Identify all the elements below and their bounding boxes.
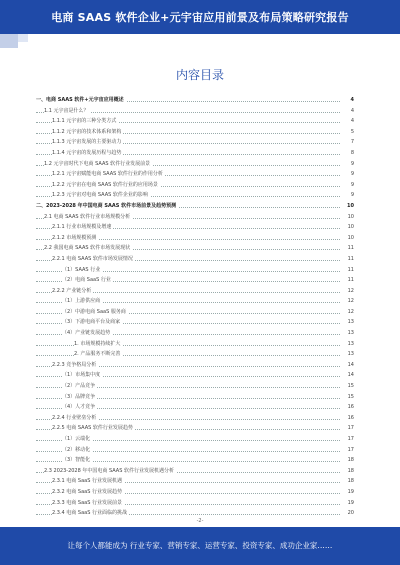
toc-entry[interactable] [36, 392, 354, 403]
toc-entry-page: 10 [346, 212, 354, 223]
toc-entry-page: 13 [346, 339, 354, 350]
toc-entry-page: 10 [346, 222, 354, 233]
toc-entry[interactable] [36, 180, 354, 191]
toc-entry-text: 1.2.1 元宇宙赋能电商 SAAS 软件行业的作用分析 [52, 171, 163, 178]
toc-entry-page: 12 [346, 296, 354, 307]
toc-entry-text: （2）中游电商 SaaS 服务商 [62, 308, 126, 315]
toc-entry-text: 2.3.1 电商 SaaS 行业发展机遇 [52, 478, 122, 485]
toc-entry-text: 2.1 电商 SAAS 软件行业市场规模分析 [44, 213, 131, 220]
toc-entry-page: 19 [346, 487, 354, 498]
toc-entry-text: 2.3 2023-2028 年中国电商 SAAS 软件行业发展机遇分析 [44, 467, 174, 474]
toc-entry-text: 二、2023-2028 年中国电商 SAAS 软件市场前景及趋势预测 [36, 202, 177, 209]
toc-entry-text: 2.2.2 产业链分析 [52, 287, 92, 294]
toc-entry-page: 20 [346, 508, 354, 519]
toc-entry[interactable] [36, 254, 354, 265]
toc-entry[interactable] [36, 212, 354, 223]
toc-entry-page: 17 [346, 434, 354, 445]
toc-entry-text: 2.3.3 电商 SaaS 行业发展前景 [52, 499, 122, 506]
footer-slogan: 让每个人都能成为 行业专家、营销专家、运营专家、投资专家、成功企业家…… [67, 541, 333, 550]
toc-entry-text: （3）智能化 [62, 457, 91, 464]
toc-entry[interactable] [36, 413, 354, 424]
toc-entry-text: 2.3.4 电商 SaaS 行业面临的挑战 [52, 510, 127, 517]
toc-entry[interactable] [36, 349, 354, 360]
toc-entry-page: 10 [345, 201, 354, 212]
toc-entry[interactable] [36, 455, 354, 466]
toc-entry-page: 11 [346, 265, 354, 276]
toc-entry-text: 2.3.2 电商 SaaS 行业发展趋势 [52, 488, 122, 495]
toc-entry-text: 1.1.2 元宇宙的技术体系和架构 [52, 128, 122, 135]
toc-entry-text: 2.2.3 竞争格局分析 [52, 361, 97, 368]
toc-entry-text: （1）SAAS 行业 [62, 266, 101, 273]
toc-entry[interactable] [36, 159, 354, 170]
toc-entry-text: （2）电商 SaaS 行业 [62, 277, 111, 284]
toc-entry-page: 18 [346, 466, 354, 477]
toc-entry[interactable] [36, 243, 354, 254]
toc-entry-page: 12 [346, 307, 354, 318]
toc-entry-text: 2.2 我国电商 SAAS 软件市场发展现状 [44, 245, 131, 252]
toc-entry-page: 10 [346, 233, 354, 244]
toc-entry[interactable] [36, 95, 354, 106]
toc-entry-page: 18 [346, 476, 354, 487]
toc-entry-text: 2.2.1 电商 SAAS 软件市场发展情况 [52, 255, 133, 262]
toc-entry-text: 1.2.2 元宇宙在电商 SAAS 软件行业的应用场景 [52, 181, 158, 188]
toc-entry[interactable] [36, 402, 354, 413]
toc-entry-text: （3）品牌竞争 [62, 393, 96, 400]
toc-entry-page: 15 [346, 392, 354, 403]
toc-entry[interactable] [36, 498, 354, 509]
toc-entry-page: 11 [346, 275, 354, 286]
toc-entry-text: （3）下游电商平台及商家 [62, 319, 121, 326]
toc-entry[interactable] [36, 169, 354, 180]
toc-entry[interactable] [36, 328, 354, 339]
toc-entry-page: 9 [349, 159, 354, 170]
toc-entry-text: 1.1 元宇宙是什么？ [44, 107, 89, 114]
toc-entry-text: 2.1.2 市场规模预测 [52, 234, 97, 241]
toc-entry-text: （4）产业链发展趋势 [62, 330, 111, 337]
toc-entry-page: 4 [349, 95, 354, 106]
toc-entry[interactable] [36, 423, 354, 434]
toc-entry-page: 11 [346, 243, 354, 254]
toc-entry-page: 13 [346, 349, 354, 360]
toc-entry-text: （4）人才竞争 [62, 404, 96, 411]
toc-entry[interactable] [36, 445, 354, 456]
toc-entry[interactable] [36, 339, 354, 350]
toc-entry[interactable] [36, 116, 354, 127]
toc-entry-page: 4 [349, 106, 354, 117]
toc-entry-text: 1.1.1 元宇宙的三种分类方式 [52, 118, 117, 125]
toc-entry-text: 2.1.1 行业市场规模及增速 [52, 224, 112, 231]
toc-entry-text: （1）上游供应商 [62, 298, 101, 305]
toc-entry[interactable] [36, 233, 354, 244]
toc-entry-page: 17 [346, 423, 354, 434]
toc-entry-text: （2）移动化 [62, 446, 91, 453]
toc-entry[interactable] [36, 201, 354, 212]
toc-entry[interactable] [36, 434, 354, 445]
toc-entry-page: 14 [346, 360, 354, 371]
toc-entry-page: 9 [349, 169, 354, 180]
toc-entry-text: （1）云端化 [62, 436, 91, 442]
toc-entry-page: 13 [346, 317, 354, 328]
header-bar [0, 0, 400, 34]
toc-entry-page: 15 [346, 381, 354, 392]
toc-entry-text: 1.1.4 元宇宙的发展历程与趋势 [52, 149, 122, 156]
toc-entry[interactable] [36, 487, 354, 498]
toc-entry-text: 1.2.3 元宇宙对电商 SAAS 软件企业的影响 [52, 192, 148, 199]
toc-entry-text: 一、电商 SAAS 软件+元宇宙应用概述 [36, 97, 124, 103]
toc-entry-text: 1. 市场规模持续扩大 [74, 340, 121, 347]
toc-entry-page: 17 [346, 445, 354, 456]
toc-entry-page: 19 [346, 498, 354, 509]
toc-entry[interactable] [36, 370, 354, 381]
toc-entry[interactable] [36, 286, 354, 297]
header-accent-block-small [18, 34, 28, 42]
toc-entry[interactable] [36, 296, 354, 307]
toc-entry-page: 9 [349, 190, 354, 201]
toc-heading: 内容目录 [175, 68, 224, 82]
toc-entry-page: 16 [346, 402, 354, 413]
toc-entry-page: 8 [349, 148, 354, 159]
toc-entry[interactable] [36, 106, 354, 117]
toc-entry[interactable] [36, 137, 354, 148]
toc-entry[interactable] [36, 317, 354, 328]
toc-entry-page: 18 [346, 455, 354, 466]
toc-entry-text: 1.2 元宇宙时代下电商 SAAS 软件行业发展前景 [44, 160, 151, 167]
table-of-contents [36, 95, 354, 519]
toc-entry-text: （2）产品竞争 [62, 383, 96, 390]
toc-entry[interactable] [36, 307, 354, 318]
toc-entry[interactable] [36, 466, 354, 477]
toc-entry-text: 2.2.5 电商 SAAS 软件行业发展趋势 [52, 425, 133, 432]
toc-entry[interactable] [36, 222, 354, 233]
toc-entry[interactable] [36, 190, 354, 201]
page-number: -2- [196, 518, 204, 524]
toc-entry-page: 16 [346, 413, 354, 424]
toc-entry-text: 2. 产品服务不断完善 [74, 351, 121, 358]
footer-bar [0, 527, 400, 565]
toc-entry[interactable] [36, 265, 354, 276]
toc-entry-page: 14 [346, 370, 354, 381]
header-accent-block [0, 34, 18, 48]
toc-entry[interactable] [36, 275, 354, 286]
toc-entry-page: 4 [349, 116, 354, 127]
toc-entry[interactable] [36, 381, 354, 392]
toc-entry-page: 13 [346, 328, 354, 339]
toc-entry[interactable] [36, 360, 354, 371]
toc-entry-text: 1.1.3 元宇宙发展的主要驱动力 [52, 139, 122, 146]
toc-entry[interactable] [36, 476, 354, 487]
toc-entry[interactable] [36, 148, 354, 159]
toc-entry-text: （1）市场集中度 [62, 372, 101, 379]
toc-entry[interactable] [36, 127, 354, 138]
toc-entry-page: 12 [346, 286, 354, 297]
toc-entry-page: 7 [349, 137, 354, 148]
toc-entry-page: 11 [346, 254, 354, 265]
toc-entry-page: 5 [349, 127, 354, 138]
toc-entry-text: 2.2.4 行业壁垒分析 [52, 414, 97, 421]
toc-entry-page: 9 [349, 180, 354, 191]
report-title: 电商 SAAS 软件企业+元宇宙应用前景及布局策略研究报告 [51, 11, 349, 24]
